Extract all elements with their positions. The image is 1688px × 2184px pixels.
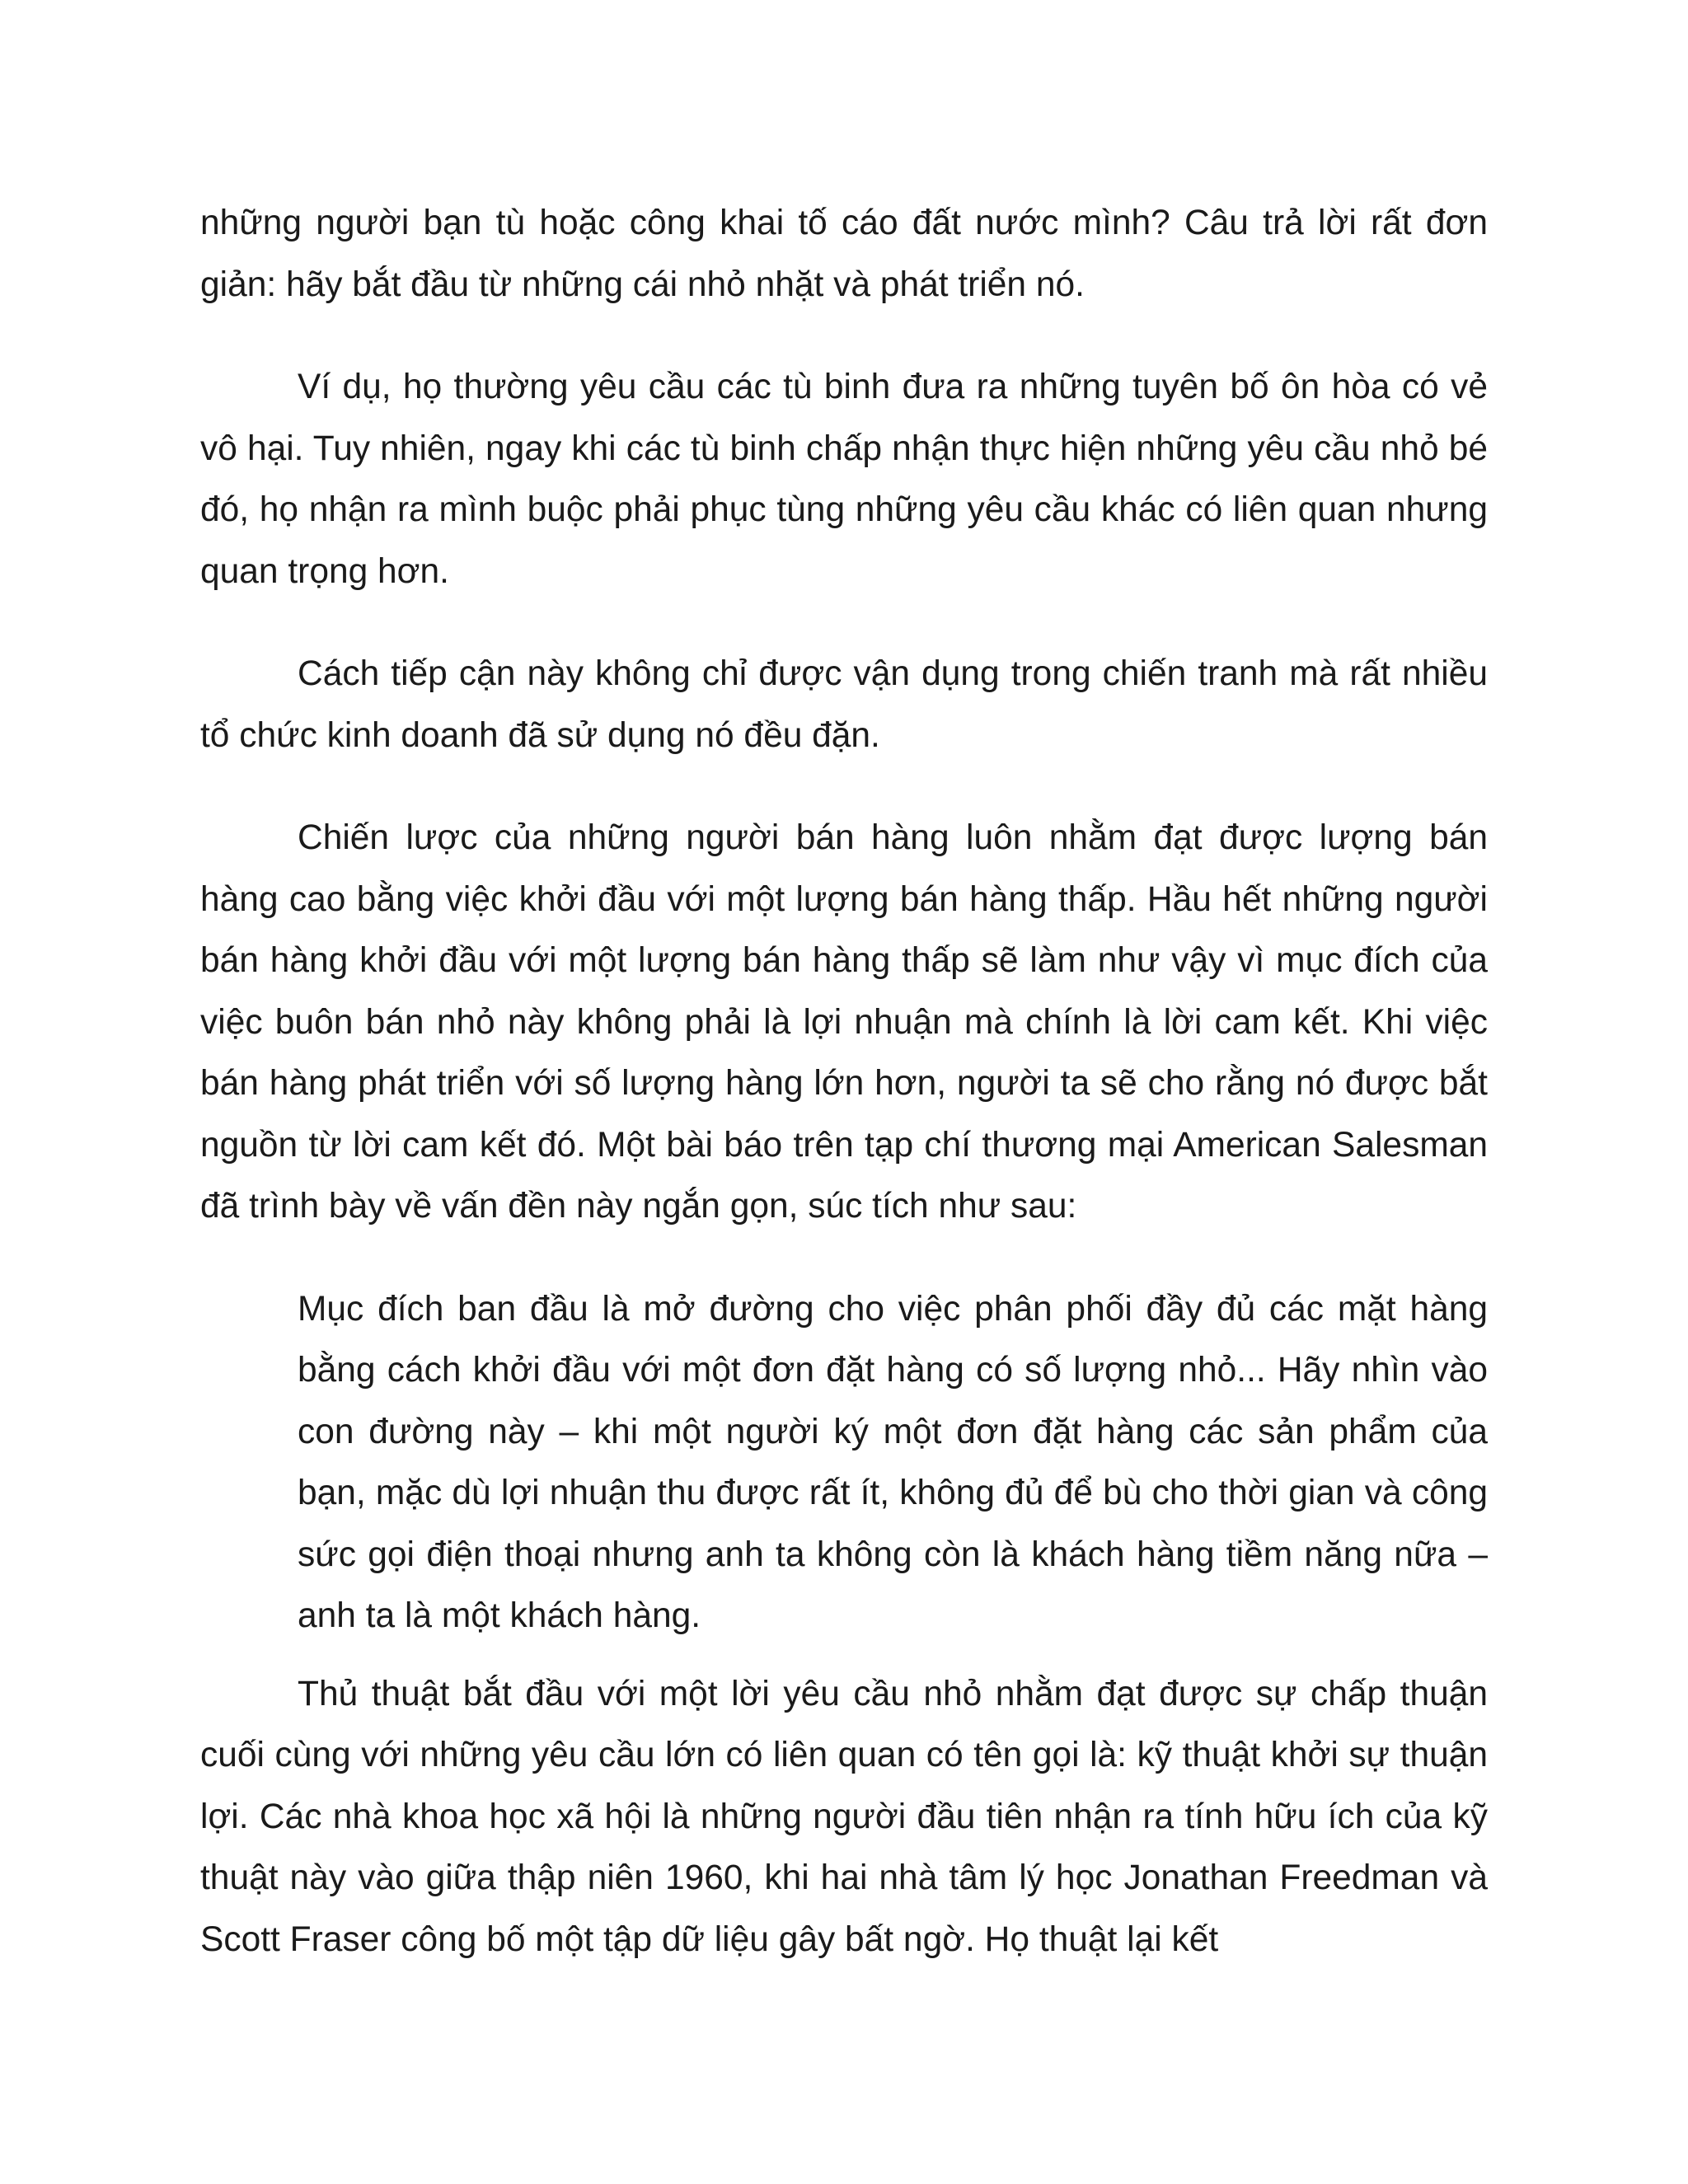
- document-body: [200, 193, 1488, 2012]
- paragraph-sales-strategy: Chiến lược của những người bán hàng luôn nhằm đạt được lượng bán hàng cao bằng việc khởi đầu với một lượng bán hàng thấp. Hầu hết những người bán hàng khởi đầu với một lượng bán hàng thấp sẽ làm như vậy vì mục đích của việc buôn bán nhỏ này không phải là lợi nhuận mà chính là lời cam kết. Khi việc bán hàng phát triển với số lượng hàng lớn hơn, người ta sẽ cho rằng nó được bắt nguồn từ lời cam kết đó. Một bài báo trên tạp chí thương mại American Salesman đã trình bày về vấn đền này ngắn gọn, súc tích như sau:: [200, 818, 1488, 1226]
- paragraph-example: Ví dụ, họ thường yêu cầu các tù binh đưa ra những tuyên bố ôn hòa có vẻ vô hại. Tuy nhiên, ngay khi các tù binh chấp nhận thực hiện những yêu cầu nhỏ bé đó, họ nhận ra mình buộc phải phục tùng những yêu cầu khác có liên quan nhưng quan trọng hơn.: [200, 368, 1488, 591]
- paragraph-technique: Thủ thuật bắt đầu với một lời yêu cầu nhỏ nhằm đạt được sự chấp thuận cuối cùng với những yêu cầu lớn có liên quan có tên gọi là: kỹ thuật khởi sự thuận lợi. Các nhà khoa học xã hội là những người đầu tiên nhận ra tính hữu ích của kỹ thuật này vào giữa thập niên 1960, khi hai nhà tâm lý học Jonathan Freedman và Scott Fraser công bố một tập dữ liệu gây bất ngờ. Họ thuật lại kết: [200, 1674, 1488, 1959]
- paragraph-continuation: những người bạn tù hoặc công khai tố cáo đất nước mình? Câu trả lời rất đơn giản: hãy bắt đầu từ những cái nhỏ nhặt và phát triển nó.: [200, 204, 1488, 304]
- block-quote: Mục đích ban đầu là mở đường cho việc phân phối đầy đủ các mặt hàng bằng cách khởi đầu với một đơn đặt hàng có số lượng nhỏ... Hãy nhìn vào con đường này – khi một người ký một đơn đặt hàng các sản phẩm của bạn, mặc dù lợi nhuận thu được rất ít, không đủ để bù cho thời gian và công sức gọi điện thoại nhưng anh ta không còn là khách hàng tiềm năng nữa – anh ta là một khách hàng.: [298, 1289, 1488, 1635]
- paragraph-approach: Cách tiếp cận này không chỉ được vận dụng trong chiến tranh mà rất nhiều tổ chức kinh doanh đã sử dụng nó đều đặn.: [200, 654, 1488, 755]
